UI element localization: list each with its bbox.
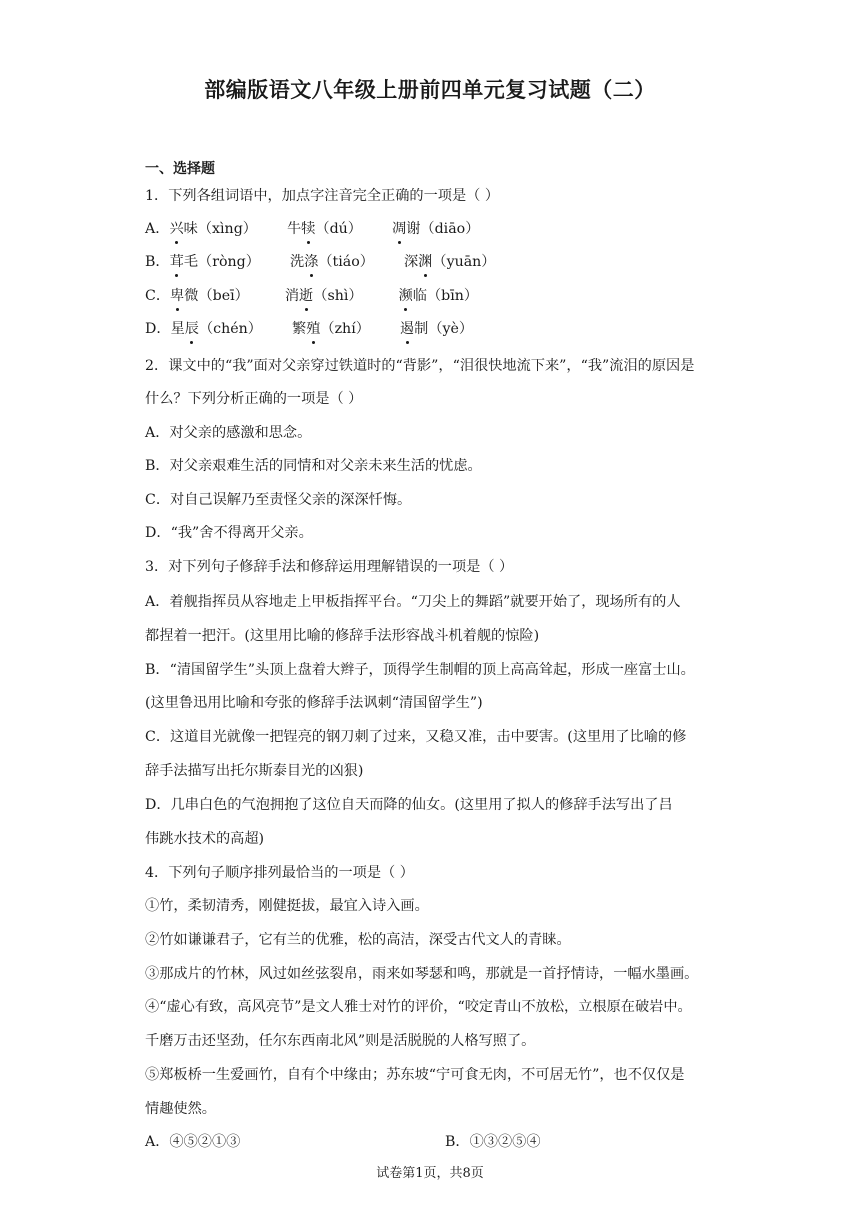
q1-option-d[interactable]: D．星辰（chén） 繁殖（zhí） 遏制（yè） — [145, 321, 474, 337]
q4-sentence-3: ③那成片的竹林，风过如丝弦裂帛，雨来如琴瑟和鸣，那就是一首抒情诗，一幅水墨画。 — [145, 966, 699, 982]
q4-sentence-1: ①竹，柔韧清秀，刚健挺拔，最宜入诗入画。 — [145, 898, 429, 914]
q3-option-c-line1[interactable]: C．这道目光就像一把锃亮的钢刀刺了过来，又稳又准，击中要害。(这里用了比喻的修 — [145, 729, 687, 745]
q1-option-a[interactable]: A．兴味（xìng） 牛犊（dú） 凋谢（diāo） — [145, 221, 480, 237]
q4-sentence-5-line2: 情趣使然。 — [145, 1101, 216, 1117]
q3-stem: 3．对下列句子修辞手法和修辞运用理解错误的一项是（ ） — [145, 559, 514, 575]
q3-option-d-line2: 伟跳水技术的高超) — [145, 831, 265, 847]
q3-option-a-line2: 都捏着一把汗。(这里用比喻的修辞手法形容战斗机着舰的惊险) — [145, 628, 540, 644]
q2-stem-line2: 什么？下列分析正确的一项是（ ） — [145, 391, 363, 407]
q2-option-c[interactable]: C．对自己误解乃至责怪父亲的深深忏悔。 — [145, 492, 412, 508]
q1-option-c[interactable]: C．卑微（beī） 消逝（shì） 濒临（bīn） — [145, 288, 479, 304]
q4-stem: 4．下列句子顺序排列最恰当的一项是（ ） — [145, 865, 414, 881]
q4-sentence-2: ②竹如谦谦君子，它有兰的优雅，松的高洁，深受古代文人的青睐。 — [145, 932, 571, 948]
q4-sentence-4-line2: 千磨万击还坚劲，任尔东西南北风”则是活脱脱的人格写照了。 — [145, 1033, 536, 1049]
q3-option-c-line2: 辞手法描写出托尔斯泰目光的凶狠) — [145, 763, 364, 779]
section-heading: 一、选择题 — [145, 161, 215, 177]
q2-option-b[interactable]: B．对父亲艰难生活的同情和对父亲未来生活的忧虑。 — [145, 458, 482, 474]
q3-option-d-line1[interactable]: D．几串白色的气泡拥抱了这位自天而降的仙女。(这里用了拟人的修辞手法写出了吕 — [145, 797, 673, 813]
q4-sentence-4-line1: ④“虚心有致，高风亮节”是文人雅士对竹的评价，“咬定青山不放松，立根原在破岩中。 — [145, 999, 692, 1015]
q2-option-a[interactable]: A．对父亲的感激和思念。 — [145, 425, 312, 441]
q3-option-b-line1[interactable]: B．“清国留学生”头顶上盘着大辫子，顶得学生制帽的顶上高高耸起，形成一座富士山。 — [145, 662, 695, 678]
q2-stem-line1: 2．课文中的“我”面对父亲穿过铁道时的“背影”，“泪很快地流下来”，“我”流泪的原因是 — [145, 358, 695, 374]
q1-stem: 1．下列各组词语中，加点字注音完全正确的一项是（ ） — [145, 188, 500, 204]
page-footer: 试卷第1页，共8页 — [376, 1166, 484, 1181]
q3-option-b-line2: (这里鲁迅用比喻和夸张的修辞手法讽刺“清国留学生”) — [145, 695, 483, 711]
q4-option-a[interactable]: A．④⑤②①③ — [145, 1134, 241, 1150]
q4-sentence-5-line1: ⑤郑板桥一生爱画竹，自有个中缘由；苏东坡“宁可食无肉，不可居无竹”，也不仅仅是 — [145, 1067, 685, 1083]
page-title: 部编版语文八年级上册前四单元复习试题（二） — [204, 78, 656, 102]
q3-option-a-line1[interactable]: A．着舰指挥员从容地走上甲板指挥平台。“刀尖上的舞蹈”就要开始了，现场所有的人 — [145, 594, 681, 610]
q1-option-b[interactable]: B．茸毛（ròng） 洗涤（tiáo） 深渊（yuān） — [145, 254, 496, 270]
q4-option-b[interactable]: B．①③②⑤④ — [445, 1134, 541, 1150]
q2-option-d[interactable]: D．“我”舍不得离开父亲。 — [145, 525, 313, 541]
